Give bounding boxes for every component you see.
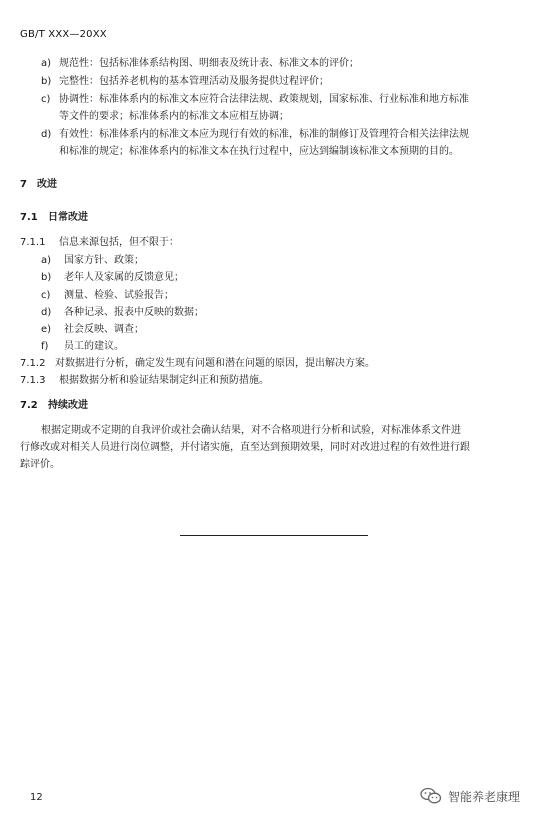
watermark-text: 智能养老康理 [448, 789, 521, 804]
list-item-text: 完整性：包括养老机构的基本管理活动及服务提供过程评价； [59, 76, 329, 87]
clause-text: 对数据进行分析，确定发生现有问题和潜在问题的原因，提出解决方案。 [55, 358, 375, 369]
list-item-label: e) [41, 324, 52, 335]
list-item-text: 协调性：标准体系内的标准文本应符合法律法规、政策规划，国家标准、行业标准和地方标准 [59, 94, 469, 105]
list-item-label: f) [41, 341, 49, 352]
list-item-label: c) [41, 94, 51, 105]
list-item-text: 社会反映、调查； [64, 324, 144, 335]
standard-code: GB/T XXX—20XX [20, 29, 107, 40]
subsection-number: 7.1 [20, 212, 38, 223]
clause-number: 7.1.1 [20, 237, 46, 248]
end-of-document-rule [180, 535, 368, 536]
section-title: 改进 [37, 179, 57, 190]
subsection-title: 日常改进 [48, 212, 88, 223]
list-item-label: c) [41, 290, 51, 301]
paragraph-text: 行修改或对相关人员进行岗位调整，并付诸实施，直至达到预期效果，同时对改进过程的有效性进行跟 [20, 442, 470, 453]
list-item-text: 规范性：包括标准体系结构图、明细表及统计表、标准文本的评价； [59, 58, 359, 69]
list-item-text: 国家方针、政策； [64, 255, 144, 266]
subsection-title: 持续改进 [48, 400, 88, 411]
list-item-label: b) [41, 76, 52, 87]
list-item-text: 老年人及家属的反馈意见； [64, 272, 184, 283]
list-item-text: 和标准的规定；标准体系内的标准文本在执行过程中，应达到编制该标准文本预期的目的。 [59, 146, 459, 157]
paragraph-text: 根据定期或不定期的自我评价或社会确认结果，对不合格项进行分析和试验，对标准体系文件进 [41, 425, 461, 436]
clause-number: 7.1.2 [20, 358, 46, 369]
list-item-label: b) [41, 272, 52, 283]
chat-bubble-icon [420, 787, 442, 805]
list-item-text: 有效性：标准体系内的标准文本应为现行有效的标准，标准的制修订及管理符合相关法律法规 [59, 129, 469, 140]
clause-text: 根据数据分析和验证结果制定纠正和预防措施。 [59, 375, 269, 386]
watermark [420, 785, 520, 807]
list-item-text: 员工的建议。 [64, 341, 124, 352]
list-item-label: d) [41, 129, 52, 140]
clause-number: 7.1.3 [20, 375, 46, 386]
paragraph-text: 踪评价。 [20, 459, 60, 470]
list-item-text: 测量、检验、试验报告； [64, 290, 174, 301]
list-item-text: 各种记录、报表中反映的数据； [64, 307, 204, 318]
subsection-number: 7.2 [20, 400, 38, 411]
list-item-label: a) [41, 58, 52, 69]
list-item-label: d) [41, 307, 52, 318]
list-item-text: 等文件的要求；标准体系内的标准文本应相互协调； [59, 111, 289, 122]
clause-text: 信息来源包括，但不限于： [59, 237, 179, 248]
section-number: 7 [20, 179, 27, 190]
list-item-label: a) [41, 255, 52, 266]
page-number: 12 [30, 792, 43, 803]
